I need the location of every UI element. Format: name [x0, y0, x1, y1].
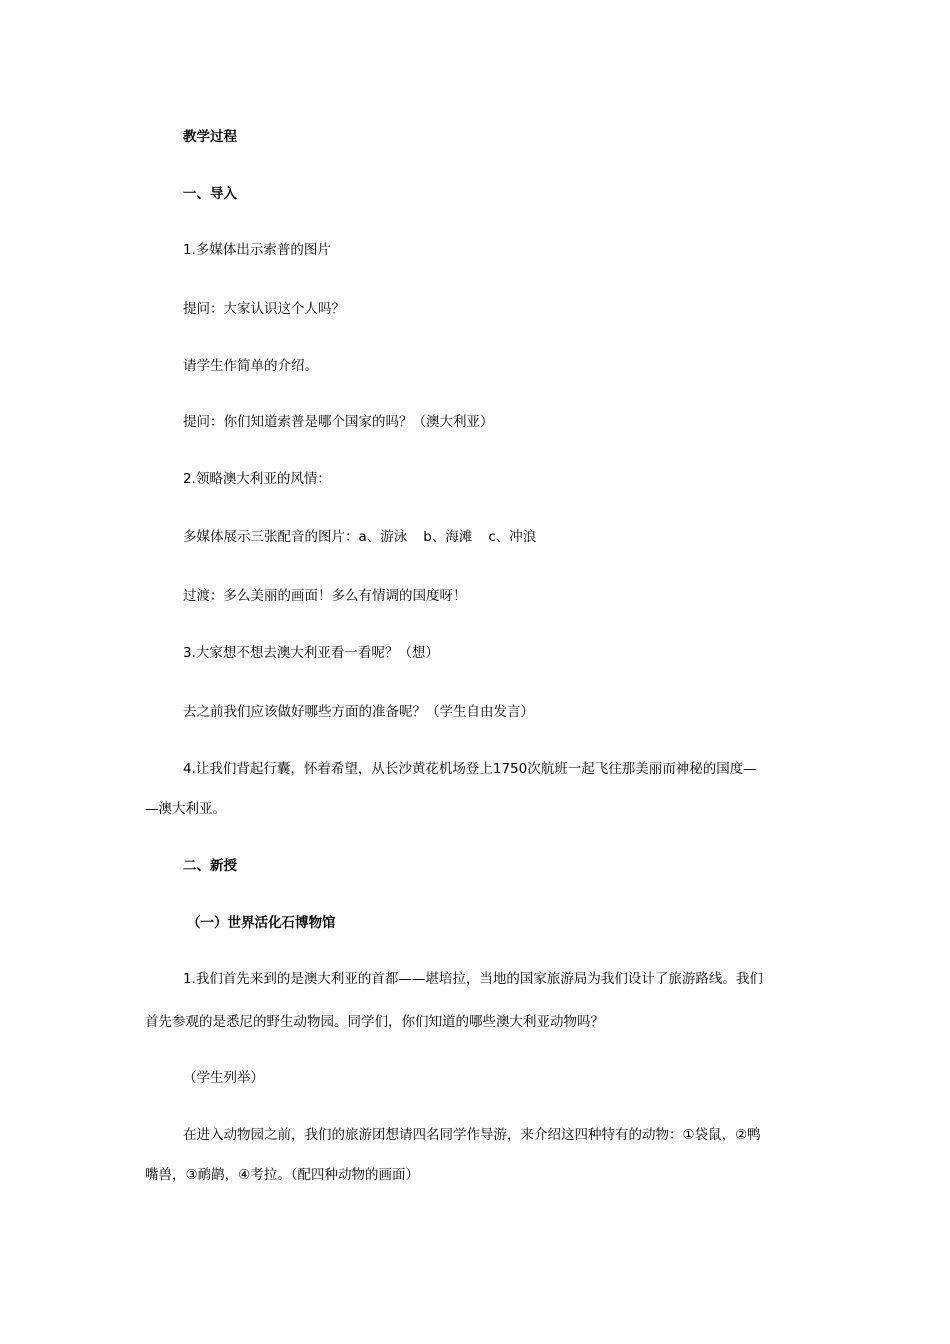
subsection-title: （一）世界活化石博物馆: [187, 915, 336, 931]
image-list-item-a: a、游泳: [358, 529, 408, 545]
paragraph: 提问：你们知道索普是哪个国家的吗？（澳大利亚）: [183, 414, 494, 430]
paragraph-line: 首先参观的是悉尼的野生动物园。同学们，你们知道的哪些澳大利亚动物吗？: [145, 1014, 604, 1030]
paragraph: 提问：大家认识这个人吗？: [183, 301, 345, 317]
image-list-lead: 多媒体展示三张配音的图片：: [183, 529, 359, 545]
paragraph: 3.大家想不想去澳大利亚看一看呢？（想）: [183, 645, 439, 661]
paragraph: 去之前我们应该做好哪些方面的准备呢？（学生自由发言）: [183, 704, 534, 720]
paragraph-line: —澳大利亚。: [145, 801, 226, 817]
paragraph-line: 1.我们首先来到的是澳大利亚的首都——堪培拉，当地的国家旅游局为我们设计了旅游路线。我们: [183, 971, 763, 987]
paragraph-line: 嘴兽，③鸸鹋，④考拉。（配四种动物的画面）: [145, 1167, 419, 1183]
paragraph: 过渡：多么美丽的画面！多么有情调的国度呀！: [183, 588, 467, 604]
image-list-item-b: b、海滩: [423, 529, 473, 545]
section-title-intro: 一、导入: [183, 186, 237, 202]
paragraph: （学生列举）: [183, 1070, 264, 1086]
image-list-item-c: c、冲浪: [488, 529, 537, 545]
document-heading: 教学过程: [183, 129, 237, 145]
paragraph-line: 4.让我们背起行囊，怀着希望，从长沙黄花机场登上1750次航班一起飞往那美丽而神秘的国度—: [183, 761, 757, 777]
paragraph: 2.领略澳大利亚的风情：: [183, 471, 331, 487]
paragraph: 请学生作简单的介绍。: [183, 358, 318, 374]
paragraph-image-list: [183, 527, 536, 547]
section-title-new-lesson: 二、新授: [183, 858, 237, 874]
paragraph: 1.多媒体出示索普的图片: [183, 242, 331, 258]
paragraph-line: 在进入动物园之前，我们的旅游团想请四名同学作导游，来介绍这四种特有的动物：①袋鼠，②鸭: [183, 1127, 761, 1143]
